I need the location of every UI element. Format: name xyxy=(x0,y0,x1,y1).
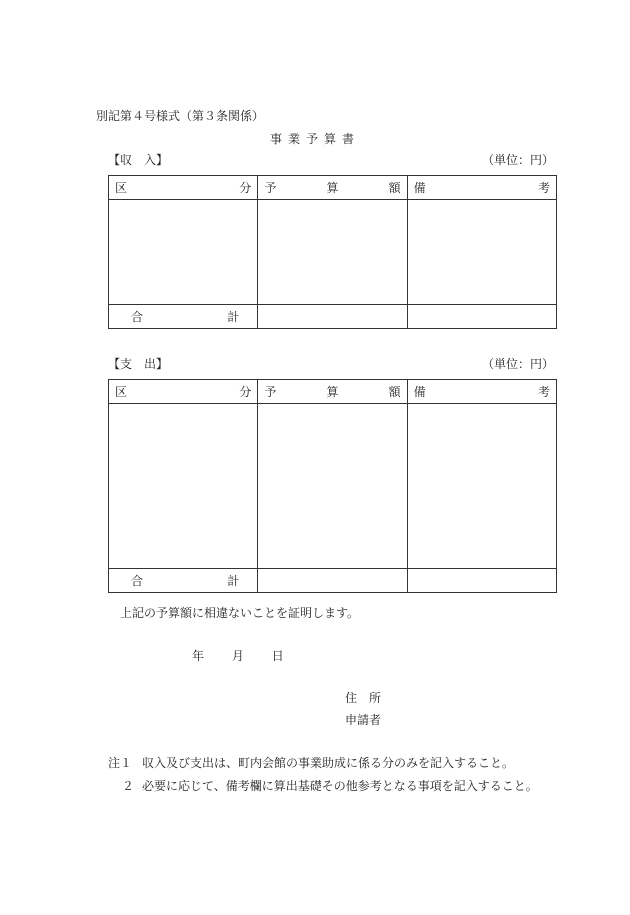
date-line xyxy=(192,647,308,664)
certification-statement: 上記の予算額に相違ないことを証明します。 xyxy=(120,606,360,620)
expense-total-remarks-cell[interactable] xyxy=(407,569,556,593)
income-budget-cell[interactable] xyxy=(258,200,407,305)
income-total-label: 合 計 xyxy=(109,305,258,329)
expense-unit-label: （単位：円） xyxy=(481,357,554,371)
income-header-row xyxy=(109,176,557,200)
income-body-row xyxy=(109,200,557,305)
expense-total-row xyxy=(109,569,557,593)
expense-budget-cell[interactable] xyxy=(258,404,407,569)
expense-category-cell[interactable] xyxy=(109,404,258,569)
expense-table xyxy=(108,379,557,593)
date-month-label: 月 xyxy=(231,649,244,663)
page-title: 事業予算書 xyxy=(269,132,360,146)
expense-remarks-cell[interactable] xyxy=(407,404,556,569)
income-total-remarks-cell[interactable] xyxy=(407,305,556,329)
income-total-budget-cell[interactable] xyxy=(258,305,407,329)
income-unit-label: （単位：円） xyxy=(481,153,554,167)
note-1-number: 注１ xyxy=(108,756,133,770)
expense-body-row xyxy=(109,404,557,569)
expense-header-category: 区 分 xyxy=(109,380,258,404)
form-id: 別記第４号様式（第３条関係） xyxy=(96,109,265,123)
note-1-text: 収入及び支出は、町内会館の事業助成に係る分のみを記入すること。 xyxy=(142,756,515,770)
address-label: 住 所 xyxy=(345,691,382,705)
note-2-text: 必要に応じて、備考欄に算出基礎その他参考となる事項を記入すること。 xyxy=(142,779,538,793)
expense-total-label: 合 計 xyxy=(109,569,258,593)
applicant-label: 申請者 xyxy=(345,713,382,727)
expense-total-budget-cell[interactable] xyxy=(258,569,407,593)
income-total-row xyxy=(109,305,557,329)
note-2-number: ２ xyxy=(122,779,135,793)
income-table xyxy=(108,175,557,329)
income-remarks-cell[interactable] xyxy=(407,200,556,305)
income-section-label: 【収 入】 xyxy=(108,153,169,167)
note-1 xyxy=(108,754,514,771)
expense-header-budget: 予 算 額 xyxy=(258,380,407,404)
income-header-budget: 予 算 額 xyxy=(258,176,407,200)
income-header-category: 区 分 xyxy=(109,176,258,200)
date-day-label: 日 xyxy=(271,649,284,663)
expense-header-row xyxy=(109,380,557,404)
date-year-label: 年 xyxy=(192,649,205,663)
expense-header-remarks: 備 考 xyxy=(407,380,556,404)
income-category-cell[interactable] xyxy=(109,200,258,305)
expense-section-label: 【支 出】 xyxy=(108,357,169,371)
income-header-remarks: 備 考 xyxy=(407,176,556,200)
note-2 xyxy=(108,777,538,794)
